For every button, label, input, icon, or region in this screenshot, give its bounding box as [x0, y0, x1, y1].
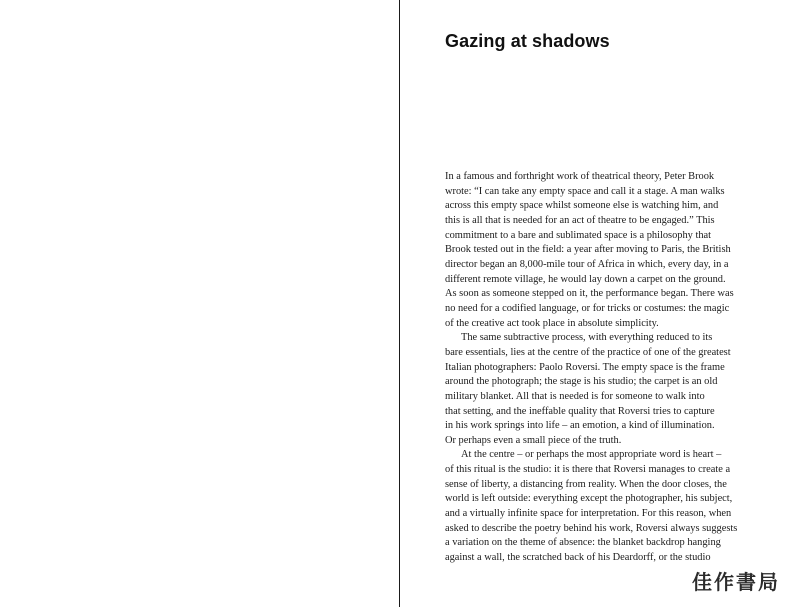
text-line: sense of liberty, a distancing from reality. When the door closes, the: [445, 478, 727, 490]
text-line: In a famous and forthright work of theatrical theory, Peter Brook: [445, 171, 715, 182]
paragraph-start-line: At the centre – or perhaps the most appropriate word is heart –: [461, 449, 722, 461]
text-line: world is left outside: everything except the photographer, his subject,: [445, 493, 733, 505]
text-line: Brook tested out in the field: a year after moving to Paris, the British: [445, 244, 731, 256]
text-line: across this empty space whilst someone else is watching him, and: [445, 200, 719, 212]
text-line: of this ritual is the studio: it is there that Roversi manages to create a: [445, 464, 731, 476]
text-line: Or perhaps even a small piece of the truth.: [445, 434, 622, 446]
text-line: of the creative act took place in absolute simplicity.: [445, 317, 659, 329]
text-line: different remote village, he would lay down a carpet on the ground.: [445, 273, 726, 285]
text-line: that setting, and the ineffable quality that Roversi tries to capture: [445, 405, 715, 417]
text-line: in his work springs into life – an emotion, a kind of illumination.: [445, 420, 715, 432]
text-line: a variation on the theme of absence: the blanket backdrop hanging: [445, 537, 721, 549]
text-line: around the photograph; the stage is his studio; the carpet is an old: [445, 376, 718, 388]
text-line: military blanket. All that is needed is for someone to walk into: [445, 390, 705, 402]
text-line: asked to describe the poetry behind his work, Roversi always suggests: [445, 522, 738, 534]
text-line: Italian photographers: Paolo Roversi. The empty space is the frame: [445, 361, 725, 373]
text-line: and a virtually infinite space for interpretation. For this reason, when: [445, 508, 732, 520]
text-line: wrote: “I can take any empty space and call it a stage. A man walks: [445, 185, 725, 197]
text-line: bare essentials, lies at the centre of the practice of one of the greatest: [445, 346, 731, 358]
text-line: As soon as someone stepped on it, the performance began. There was: [445, 288, 734, 300]
right-page: [400, 0, 800, 607]
text-line: director began an 8,000-mile tour of Africa in which, every day, in a: [445, 258, 729, 270]
chapter-title: Gazing at shadows: [445, 31, 610, 51]
publisher-watermark: 佳作書局: [692, 570, 780, 594]
body-text: [445, 170, 765, 566]
text-line: this is all that is needed for an act of theatre to be engaged.” This: [445, 214, 715, 226]
text-line: commitment to a bare and sublimated space is a philosophy that: [445, 229, 712, 241]
paragraph-start-line: The same subtractive process, with everything reduced to its: [461, 332, 713, 344]
text-line: no need for a codified language, or for tricks or costumes: the magic: [445, 302, 730, 314]
text-line: against a wall, the scratched back of his Deardorff, or the studio: [445, 552, 711, 564]
